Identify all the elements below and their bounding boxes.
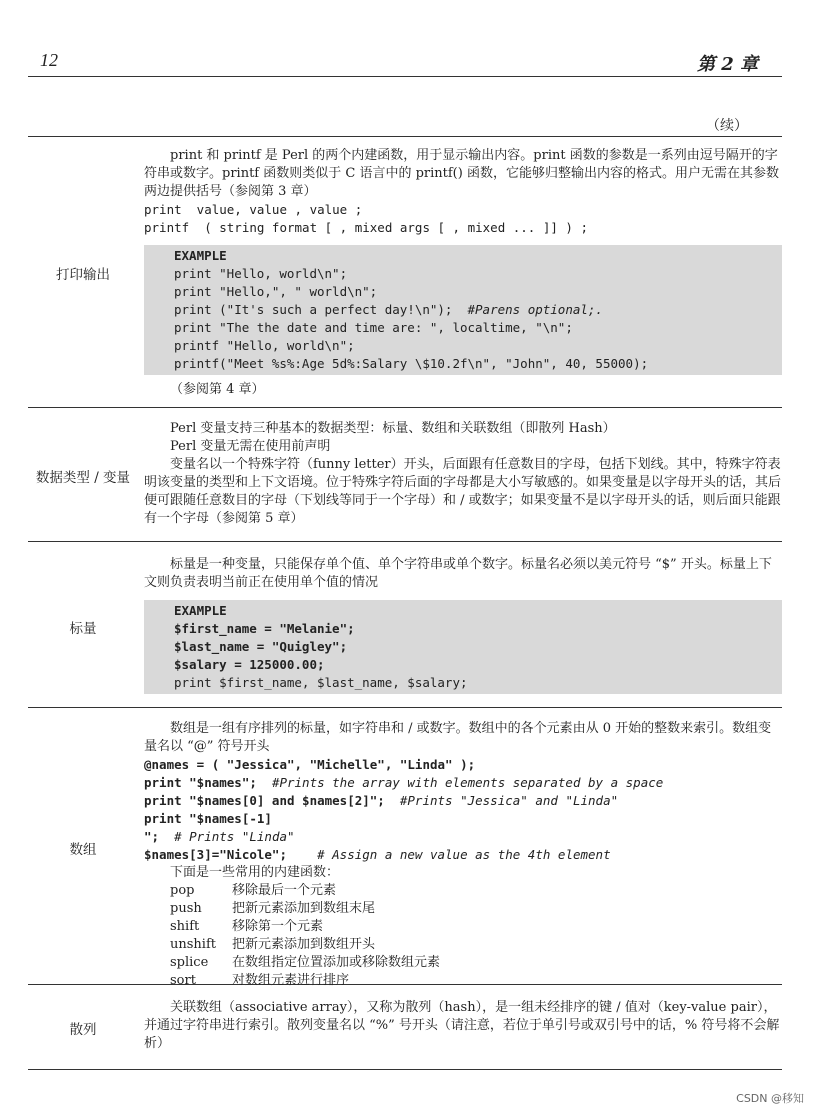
function-desc: 把新元素添加到数组末尾 [232,901,376,916]
row-content [144,147,782,399]
text-line: Perl 变量无需在使用前声明 [170,439,331,454]
table-row-datatypes [28,408,782,542]
code-line [144,774,782,792]
example-box [144,600,782,694]
function-name: sort [170,973,196,988]
code-text: print ("It's such a perfect day!\n"); [174,302,468,317]
example-heading: EXAMPLE [174,248,227,263]
function-name: splice [170,955,209,970]
description: print 和 printf 是 Perl 的两个内建函数，用于显示输出内容。print 函数的参数是一系列由逗号隔开的字符串或数字。printf 函数则类似于 C 语言中的 printf() 函数，它能够归整输出内容的格式。用户无需在其参数两边提供括号（参阅第 3 章） [144,148,779,199]
code-text: print "$names[0] and $names[2]"; [144,793,400,808]
syntax-line: printf ( string format [ , mixed args [ , mixed ... ]] ) ; [144,220,589,235]
code-line: print $first_name, $last_name, $salary; [174,675,468,690]
functions-intro: 下面是一些常用的内建函数： [170,865,340,880]
header-rule [28,76,782,77]
code-line: printf "Hello, world\n"; [174,338,355,353]
example-box [144,245,782,375]
description: 关联数组（associative array），又称为散列（hash），是一组未经排序的键 / 值对（key-value pair），并通过字符串进行索引。散列变量名以 “%” 号开头（请注意，若位于单引号或双引号中的话，% 符号将不会解析） [144,1000,780,1051]
code-line: $salary = 125000.00; [174,657,325,672]
row-label: 数据类型 / 变量 [35,470,131,486]
table-row-hash [28,985,782,1070]
code-comment: #Parens optional;. [467,302,603,317]
text-line: Perl 变量支持三种基本的数据类型：标量、数组和关联数组（即散列 Hash） [170,421,616,436]
code-line: $first_name = "Melanie"; [174,621,355,636]
function-name: pop [170,883,195,898]
function-name: shift [170,919,200,934]
code-comment: #Prints "Jessica" and "Linda" [399,793,619,808]
row-label: 散列 [69,1022,97,1038]
code-line: print "The the date and time are: ", localtime, "\n"; [174,320,573,335]
function-desc: 移除最后一个元素 [232,883,337,898]
row-label: 标量 [69,621,97,637]
row-label: 打印输出 [56,267,110,283]
table-row-scalar [28,542,782,708]
list-item [144,954,782,972]
row-label: 数组 [69,842,97,858]
code-comment: # Assign a new value as the 4th element [317,847,611,862]
function-name: unshift [170,937,216,952]
chapter-heading: 第 2 章 [696,54,758,75]
list-item [144,936,782,954]
code-line: print "Hello, world\n"; [174,266,348,281]
description: 标量是一种变量，只能保存单个值、单个字符串或单个数字。标量名必须以美元符号 “$” 开头。标量上下文则负责表明当前正在使用单个值的情况 [144,557,772,590]
code-line: $last_name = "Quigley"; [174,639,348,654]
row-content [144,999,782,1053]
row-content [144,420,782,528]
list-item [144,900,782,918]
table-row-array [28,708,782,988]
function-desc: 对数组元素进行排序 [232,973,350,988]
code-line: print "Hello,", " world\n"; [174,284,378,299]
code-line [144,810,782,846]
continued-label: （续） [706,118,748,134]
code-line: @names = ( "Jessica", "Michelle", "Linda" ); [144,757,476,772]
list-item [144,882,782,900]
description: 数组是一组有序排列的标量，如字符串和 / 或数字。数组中的各个元素由从 0 开始的整数来索引。数组变量名以 “@” 符号开头 [144,721,772,754]
function-desc: 把新元素添加到数组开头 [232,937,376,952]
table-row-print [28,137,782,408]
code-text: $names[3]="Nicole"; [144,847,318,862]
syntax-line: print value, value , value ; [144,202,363,217]
example-heading: EXAMPLE [174,603,227,618]
code-line [144,792,782,810]
reference: （参阅第 4 章） [170,382,265,397]
row-content [144,556,782,700]
list-item [144,918,782,936]
function-name: push [170,901,202,916]
code-line: printf("Meet %s%:Age 5d%:Salary \$10.2f\n", "John", 40, 55000); [174,356,649,371]
code-comment: # Prints "Linda" [174,829,295,844]
code-text: print "$names[-1] "; [144,811,272,844]
description: 变量名以一个特殊字符（funny letter）开头，后面跟有任意数目的字母，包括下划线。其中，特殊字符表明该变量的类型和上下文语境。位于特殊字符后面的字母都是大小写敏感的。如果变量是以字母开头的话，其后便可跟随任意数目的字母（下划线等同于一个字母）和 / 或数字；如果变量不是以字母开头的话，则后面只能跟有一个字母（参阅第 5 章） [144,457,782,526]
code-text: print "$names"; [144,775,272,790]
page-number: 12 [40,50,58,70]
watermark: CSDN @移知 [736,1092,804,1105]
row-content [144,720,782,990]
code-comment: #Prints the array with elements separated by a space [271,775,664,790]
code-line [174,301,782,319]
function-list [144,882,782,990]
code-line [144,846,782,864]
function-desc: 在数组指定位置添加或移除数组元素 [232,955,441,970]
function-desc: 移除第一个元素 [232,919,324,934]
